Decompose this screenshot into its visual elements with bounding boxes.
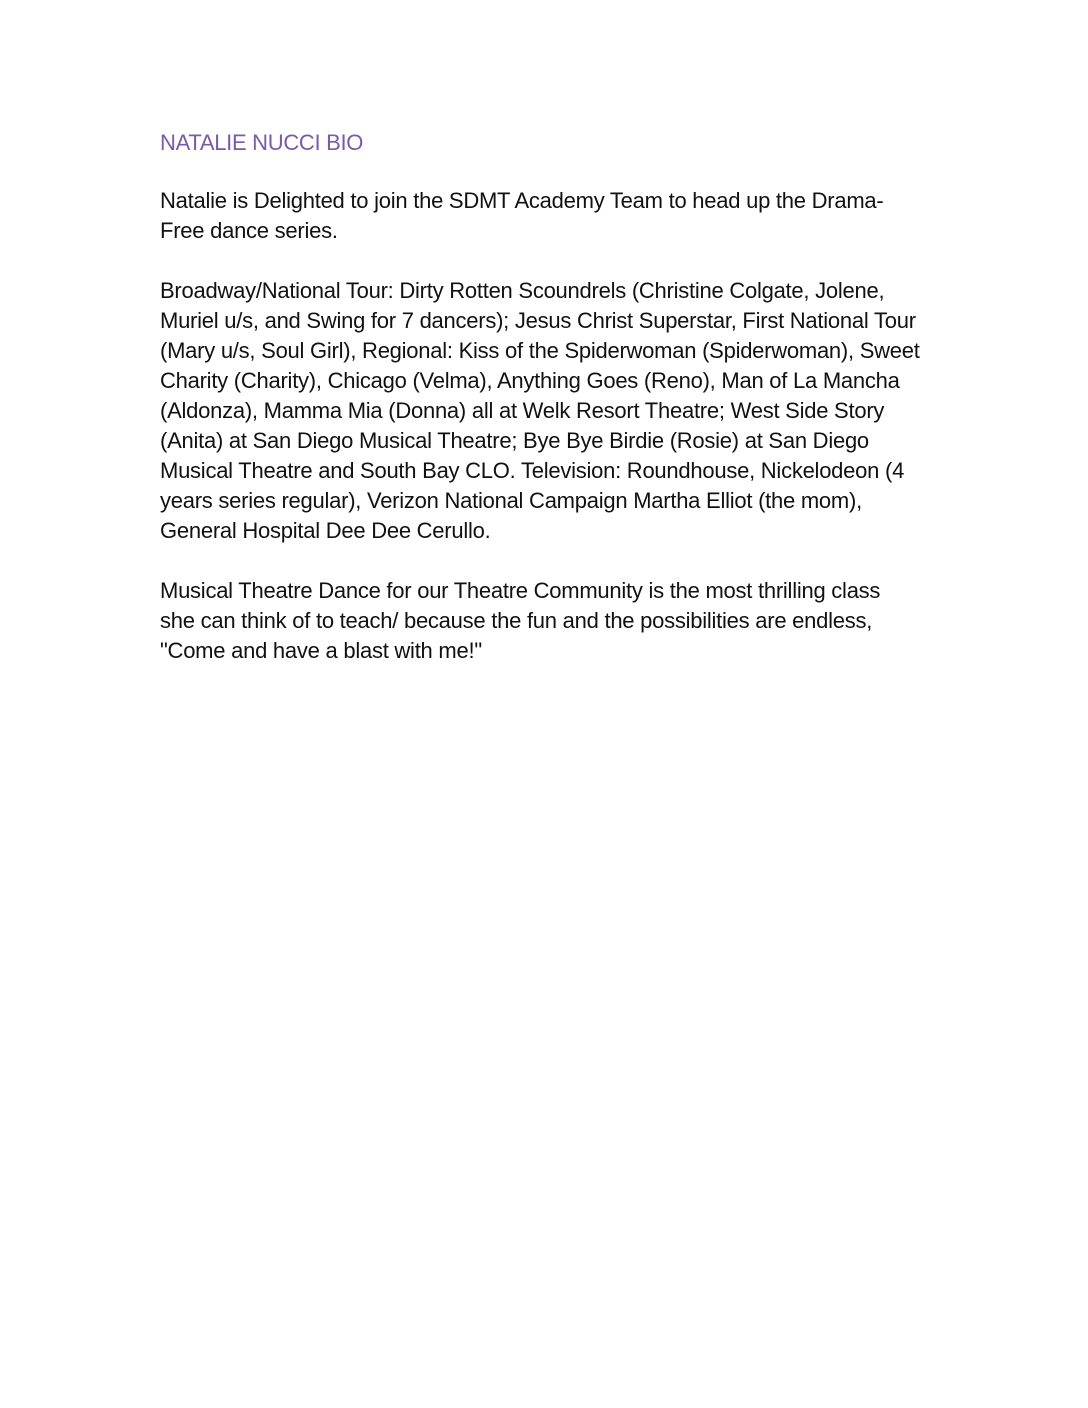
bio-title: NATALIE NUCCI BIO: [160, 130, 364, 155]
bio-intro-paragraph: Natalie is Delighted to join the SDMT Academy Team to head up the Drama-Free dance series.: [160, 188, 884, 243]
bio-credits-paragraph: Broadway/National Tour: Dirty Rotten Scoundrels (Christine Colgate, Jolene, Muriel u/s, and Swing for 7 dancers); Jesus Christ Superstar, First National Tour (Mary u/s, Soul Girl), Regional: Kiss of the Spiderwoman (Spiderwoman), Sweet Charity (Charity), Chicago (Velma), Anything Goes (Reno), Man of La Mancha (Aldonza), Mamma Mia (Donna) all at Welk Resort Theatre; West Side Story (Anita) at San Diego Musical Theatre; Bye Bye Birdie (Rosie) at San Diego Musical Theatre and South Bay CLO. Television: Roundhouse, Nickelodeon (4 years series regular), Verizon National Campaign Martha Elliot (the mom), General Hospital Dee Dee Cerullo.: [160, 278, 920, 543]
bio-content: [160, 128, 920, 696]
bio-closing-paragraph: Musical Theatre Dance for our Theatre Community is the most thrilling class she can think of to teach/ because the fun and the possibilities are endless, "Come and have a blast with me!": [160, 578, 881, 663]
